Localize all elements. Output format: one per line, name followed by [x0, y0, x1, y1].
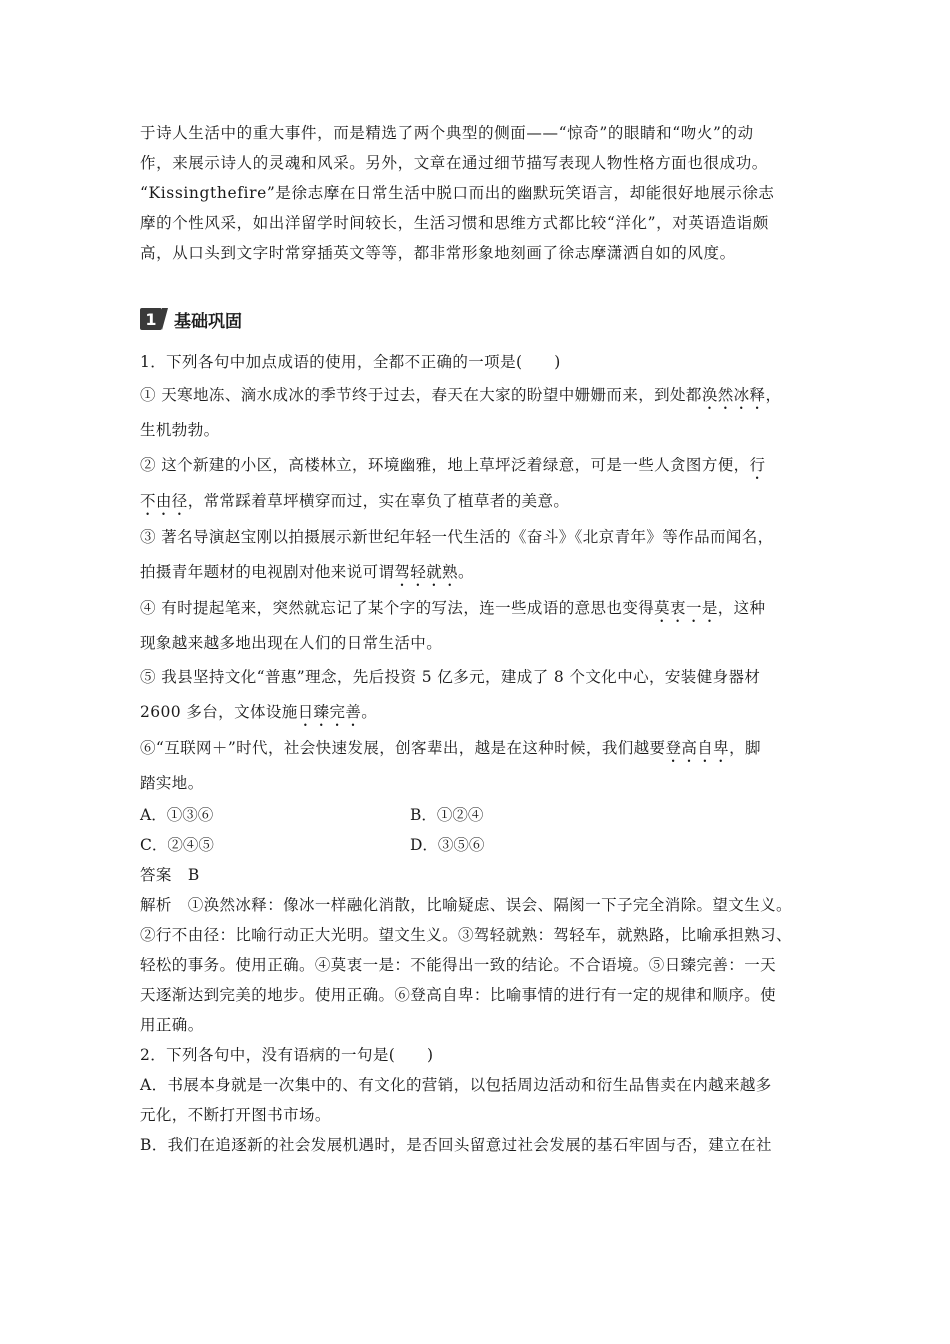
answer-line	[140, 860, 820, 890]
choice-d[interactable]: D．③⑤⑥	[410, 836, 485, 854]
analysis-line: ②行不由径：比喻行动正大光明。望文生义。③驾轻就熟：驾轻车，就熟路，比喻承担熟习、	[140, 926, 792, 944]
intro-line: 于诗人生活中的重大事件，而是精选了两个典型的侧面——“惊奇”的眼睛和“吻火”的动	[140, 124, 754, 142]
document-page	[140, 118, 820, 1160]
option-sentence-4-cont: 现象越来越多地出现在人们的日常生活中。	[140, 634, 443, 652]
answer-label: 答案	[140, 866, 172, 884]
option-sentence-3-cont	[140, 555, 820, 590]
option-sentence-6-cont: 踏实地。	[140, 774, 204, 792]
sentence-text: ④ 有时提起笔来，突然就忘记了某个字的写法，连一些成语的意思也变得	[140, 599, 655, 617]
dotted-idiom: 行	[749, 456, 766, 474]
choice-b-text: B．我们在追逐新的社会发展机遇时，是否回头留意过社会发展的基石牢固与否，建立在社	[140, 1136, 772, 1154]
choice-a-text: A．书展本身就是一次集中的、有文化的营销，以包括周边活动和衍生品售卖在内越来越多	[140, 1076, 772, 1094]
analysis	[140, 890, 820, 1040]
option-sentence-1	[140, 378, 820, 413]
option-sentence-2-cont	[140, 483, 820, 519]
intro-line: 高，从口头到文字时常穿插英文等等，都非常形象地刻画了徐志摩潇洒自如的风度。	[140, 244, 736, 262]
choice-a-text-cont: 元化，不断打开图书市场。	[140, 1106, 331, 1124]
question-1	[140, 346, 820, 1040]
dotted-idiom: 莫衷一是	[654, 599, 718, 617]
answer-value: B	[187, 866, 200, 884]
choice-c[interactable]: C．②④⑤	[140, 836, 214, 854]
option-sentence-6	[140, 730, 820, 766]
sentence-text: ，这种	[717, 599, 766, 617]
sentence-text: ，	[765, 386, 782, 404]
sentence-text: 。	[458, 563, 474, 581]
section-title: 基础巩固	[174, 311, 242, 332]
choice-a[interactable]: A．①③⑥	[140, 806, 214, 824]
sentence-text: ，脚	[729, 739, 761, 757]
dotted-idiom: 登高自卑	[665, 739, 730, 757]
intro-line: 摩的个性风采，如出洋留学时间较长，生活习惯和思维方式都比较“洋化”，对英语造诣颇	[140, 214, 769, 232]
analysis-line: 天逐渐达到完美的地步。使用正确。⑥登高自卑：比喻事情的进行有一定的规律和顺序。使	[140, 986, 777, 1004]
choice-b[interactable]: B．①②④	[410, 806, 484, 824]
option-sentence-3: ③ 著名导演赵宝刚以拍摄展示新世纪年轻一代生活的《奋斗》《北京青年》等作品而闻名，	[140, 528, 774, 546]
sentence-text: ① 天寒地冻、滴水成冰的季节终于过去，春天在大家的盼望中姗姗而来，到处都	[140, 386, 702, 404]
sentence-text: ② 这个新建的小区，高楼林立，环境幽雅，地上草坪泛着绿意，可是一些人贪图方便，	[140, 456, 750, 474]
section-heading	[140, 304, 820, 334]
dotted-idiom: 涣然冰释	[701, 386, 766, 404]
analysis-line: 用正确。	[140, 1016, 204, 1034]
option-sentence-1-cont: 生机勃勃。	[140, 421, 220, 439]
question-2	[140, 1040, 820, 1160]
question-stem: 1．下列各句中加点成语的使用，全都不正确的一项是( )	[140, 353, 561, 371]
intro-line: 作，来展示诗人的灵魂和风采。另外，文章在通过细节描写表现人物性格方面也很成功。	[140, 154, 768, 172]
sentence-text: 。	[361, 703, 378, 721]
question-stem: 2．下列各句中，没有语病的一句是( )	[140, 1046, 434, 1064]
option-sentence-2	[140, 447, 820, 483]
analysis-line: 解析 ①涣然冰释：像冰一样融化消散，比喻疑虑、误会、隔阂一下子完全消除。望文生义。	[140, 896, 792, 914]
option-sentence-5-cont	[140, 694, 820, 730]
option-sentence-5: ⑤ 我县坚持文化“普惠”理念，先后投资 5 亿多元，建成了 8 个文化中心，安装健身器材	[140, 668, 761, 686]
analysis-line: 轻松的事务。使用正确。④莫衷一是：不能得出一致的结论。不合语境。⑤日臻完善：一天	[140, 956, 777, 974]
sentence-text: ⑥“互联网＋”时代，社会快速发展，创客辈出，越是在这种时候，我们越要	[140, 739, 666, 757]
sentence-text: 2600 多台，文体设施	[140, 703, 298, 721]
intro-line: “Kissingthefire”是徐志摩在日常生活中脱口而出的幽默玩笑语言，却能很好地展示徐志	[140, 184, 775, 202]
sentence-text: 拍摄青年题材的电视剧对他来说可谓	[140, 563, 395, 581]
dotted-idiom: 不由径	[140, 492, 188, 510]
dotted-idiom: 驾轻就熟	[394, 563, 459, 581]
sentence-text: ，常常踩着草坪横穿而过，实在辜负了植草者的美意。	[187, 492, 570, 510]
intro-paragraph	[140, 118, 820, 268]
dotted-idiom: 日臻完善	[297, 703, 362, 721]
section-number-badge: 1	[140, 308, 162, 330]
option-sentence-4	[140, 590, 820, 626]
answer-choices	[140, 800, 820, 860]
